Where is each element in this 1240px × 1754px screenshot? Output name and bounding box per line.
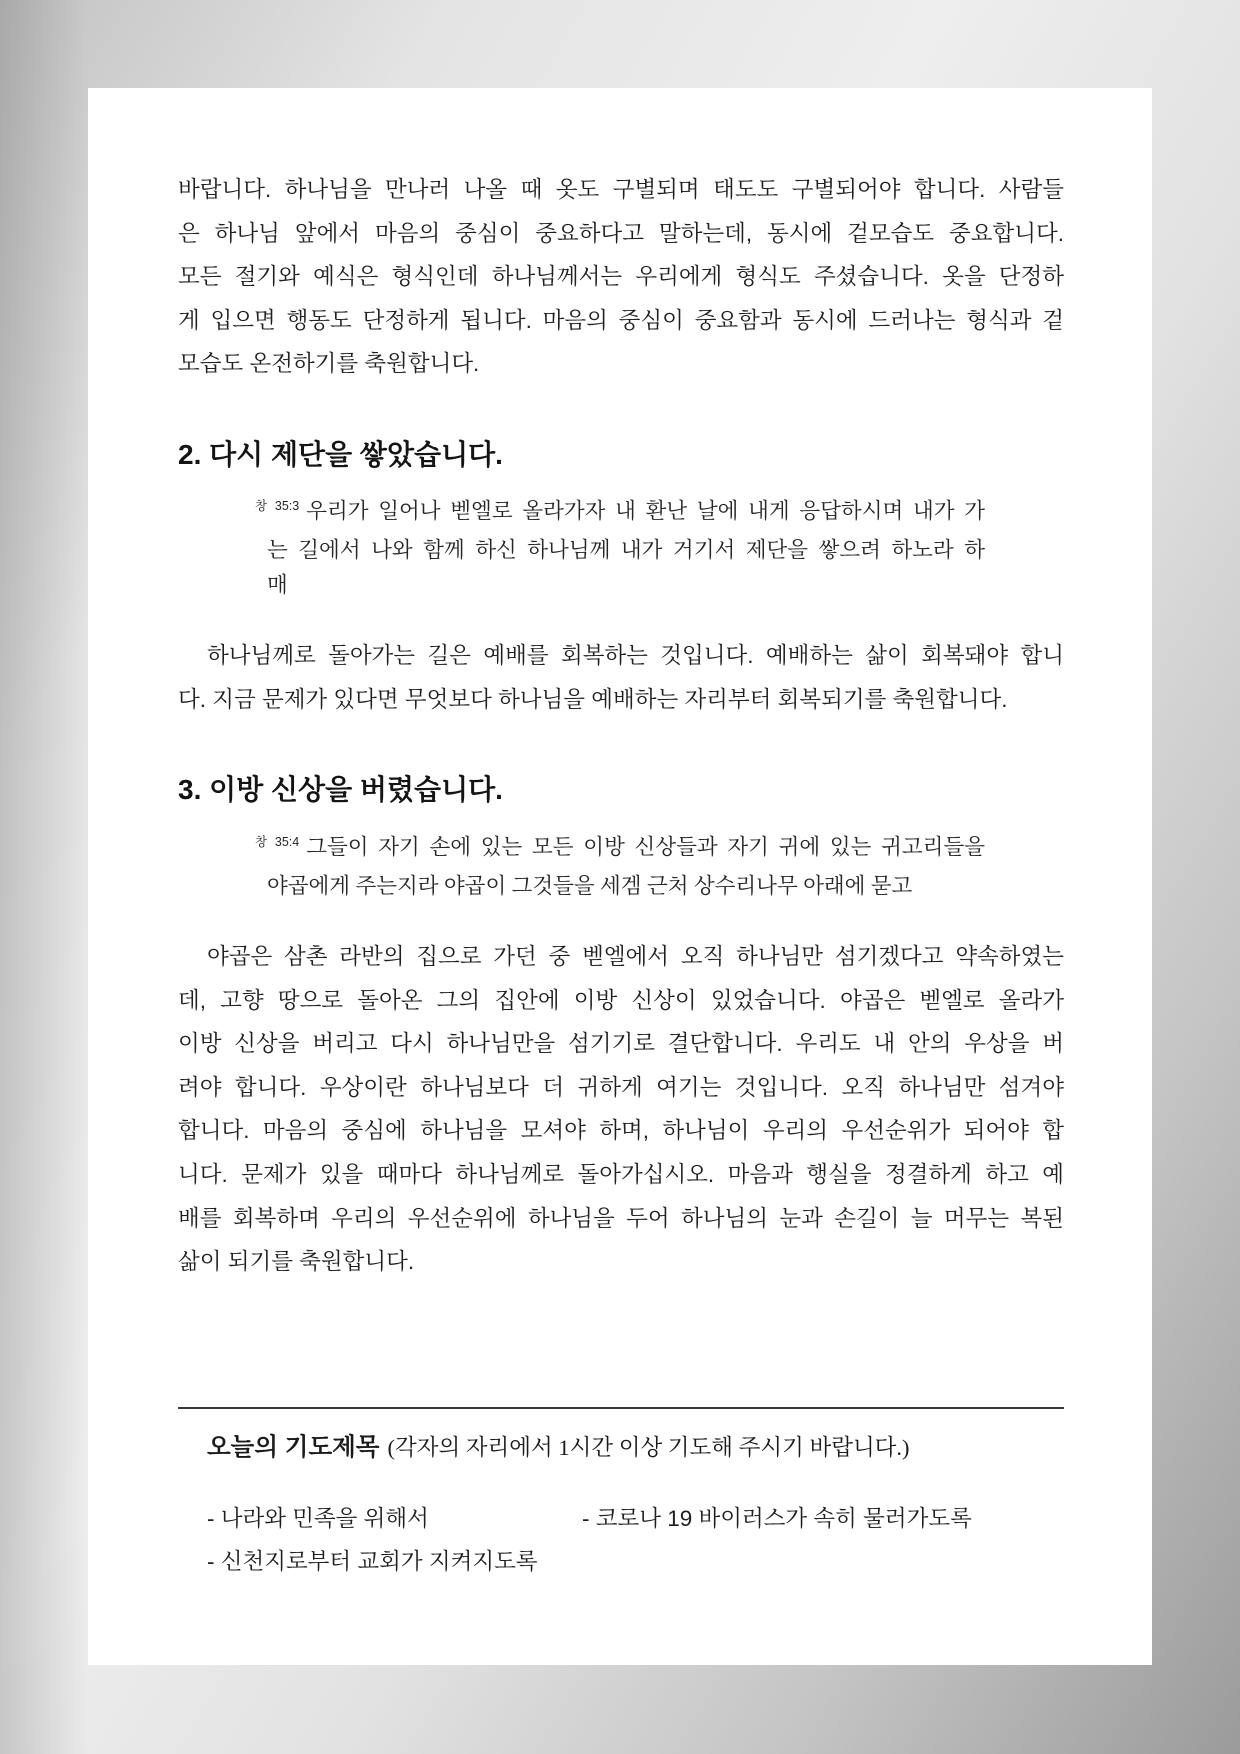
- paragraph-line: 다. 지금 문제가 있다면 무엇보다 하나님을 예배하는 자리부터 회복되기를 축원합니다.: [178, 686, 1008, 712]
- body-paragraph: [178, 634, 1064, 721]
- verse-reference: 창 35:3: [255, 499, 300, 513]
- paragraph-line: 게 입으면 행동도 단정하게 됩니다. 마음의 중심이 중요함과 동시에 드러나는 형식과 겉: [178, 307, 1064, 333]
- paragraph-line: 모든 절기와 예식은 형식인데 하나님께서는 우리에게 형식도 주셨습니다. 옷을 단정하: [178, 264, 1064, 290]
- paragraph-line: 하나님께로 돌아가는 길은 예배를 회복하는 것입니다. 예배하는 삶이 회복돼야 합니: [207, 643, 1064, 668]
- paragraph-line: 모습도 온전하기를 축원합니다.: [178, 351, 480, 377]
- section-heading: 2. 다시 제단을 쌓았습니다.: [178, 439, 503, 470]
- verse-quote: [255, 830, 985, 904]
- verse-quote: [255, 494, 985, 604]
- prayer-item: - 나라와 민족을 위해서: [207, 1505, 429, 1531]
- paragraph-line: 야곱은 삼촌 라반의 집으로 가던 중 벧엘에서 오직 하나님만 섬기겠다고 약속하였는: [207, 944, 1064, 969]
- paragraph-line: 려야 합니다. 우상이란 하나님보다 더 귀하게 여기는 것입니다. 오직 하나님만 섬겨야: [178, 1074, 1064, 1100]
- document-page: [88, 88, 1152, 1665]
- prayer-list: [88, 1497, 1152, 1583]
- paragraph-line: 합니다. 마음의 중심에 하나님을 모셔야 하며, 하나님이 우리의 우선순위가 되어야 합: [178, 1118, 1064, 1144]
- paragraph-line: 니다. 문제가 있을 때마다 하나님께로 돌아가십시오. 마음과 행실을 정결하게 하고 예: [178, 1161, 1064, 1187]
- paragraph-line: 데, 고향 땅으로 돌아온 그의 집안에 이방 신상이 있었습니다. 야곱은 벧엘로 올라가: [178, 987, 1064, 1013]
- prayer-item: - 코로나 19 바이러스가 속히 물러가도록: [582, 1505, 972, 1531]
- verse-line: [255, 494, 985, 533]
- verse-line: 야곱에게 주는지라 야곱이 그것들을 세겜 근처 상수리나무 아래에 묻고: [267, 873, 913, 898]
- prayer-item: - 신천지로부터 교회가 지켜지도록: [207, 1548, 538, 1574]
- paragraph-line: 바랍니다. 하나님을 만나러 나올 때 옷도 구별되며 태도도 구별되어야 합니다. 사람들: [178, 177, 1064, 202]
- paragraph-line: 은 하나님 앞에서 마음의 중심이 중요하다고 말하는데, 동시에 겉모습도 중요합니다.: [178, 220, 1064, 246]
- paragraph-line: 배를 회복하며 우리의 우선순위에 하나님을 두어 하나님의 눈과 손길이 늘 머무는 복된: [178, 1205, 1064, 1231]
- body-paragraph: [178, 168, 1064, 386]
- section-heading: 3. 이방 신상을 버렸습니다.: [178, 774, 503, 805]
- divider: [178, 1407, 1064, 1409]
- verse-line: [255, 830, 985, 869]
- prayer-header: [207, 1428, 1057, 1471]
- verse-text: 그들이 자기 손에 있는 모든 이방 신상들과 자기 귀에 있는 귀고리들을: [306, 835, 985, 859]
- prayer-title: 오늘의 기도제목: [207, 1434, 380, 1461]
- prayer-subtitle: (각자의 자리에서 1시간 이상 기도해 주시기 바랍니다.): [387, 1435, 910, 1460]
- verse-reference: 창 35:4: [255, 835, 300, 849]
- verse-line: 는 길에서 나와 함께 하신 하나님께 내가 거기서 제단을 쌓으려 하노라 하: [267, 537, 985, 562]
- paragraph-line: 이방 신상을 버리고 다시 하나님만을 섬기기로 결단합니다. 우리도 내 안의 우상을 버: [178, 1031, 1064, 1057]
- body-paragraph: [178, 935, 1064, 1284]
- verse-line: 매: [267, 573, 288, 597]
- verse-text: 우리가 일어나 벧엘로 올라가자 내 환난 날에 내게 응답하시며 내가 가: [306, 499, 985, 523]
- paragraph-line: 삶이 되기를 축원합니다.: [178, 1249, 415, 1275]
